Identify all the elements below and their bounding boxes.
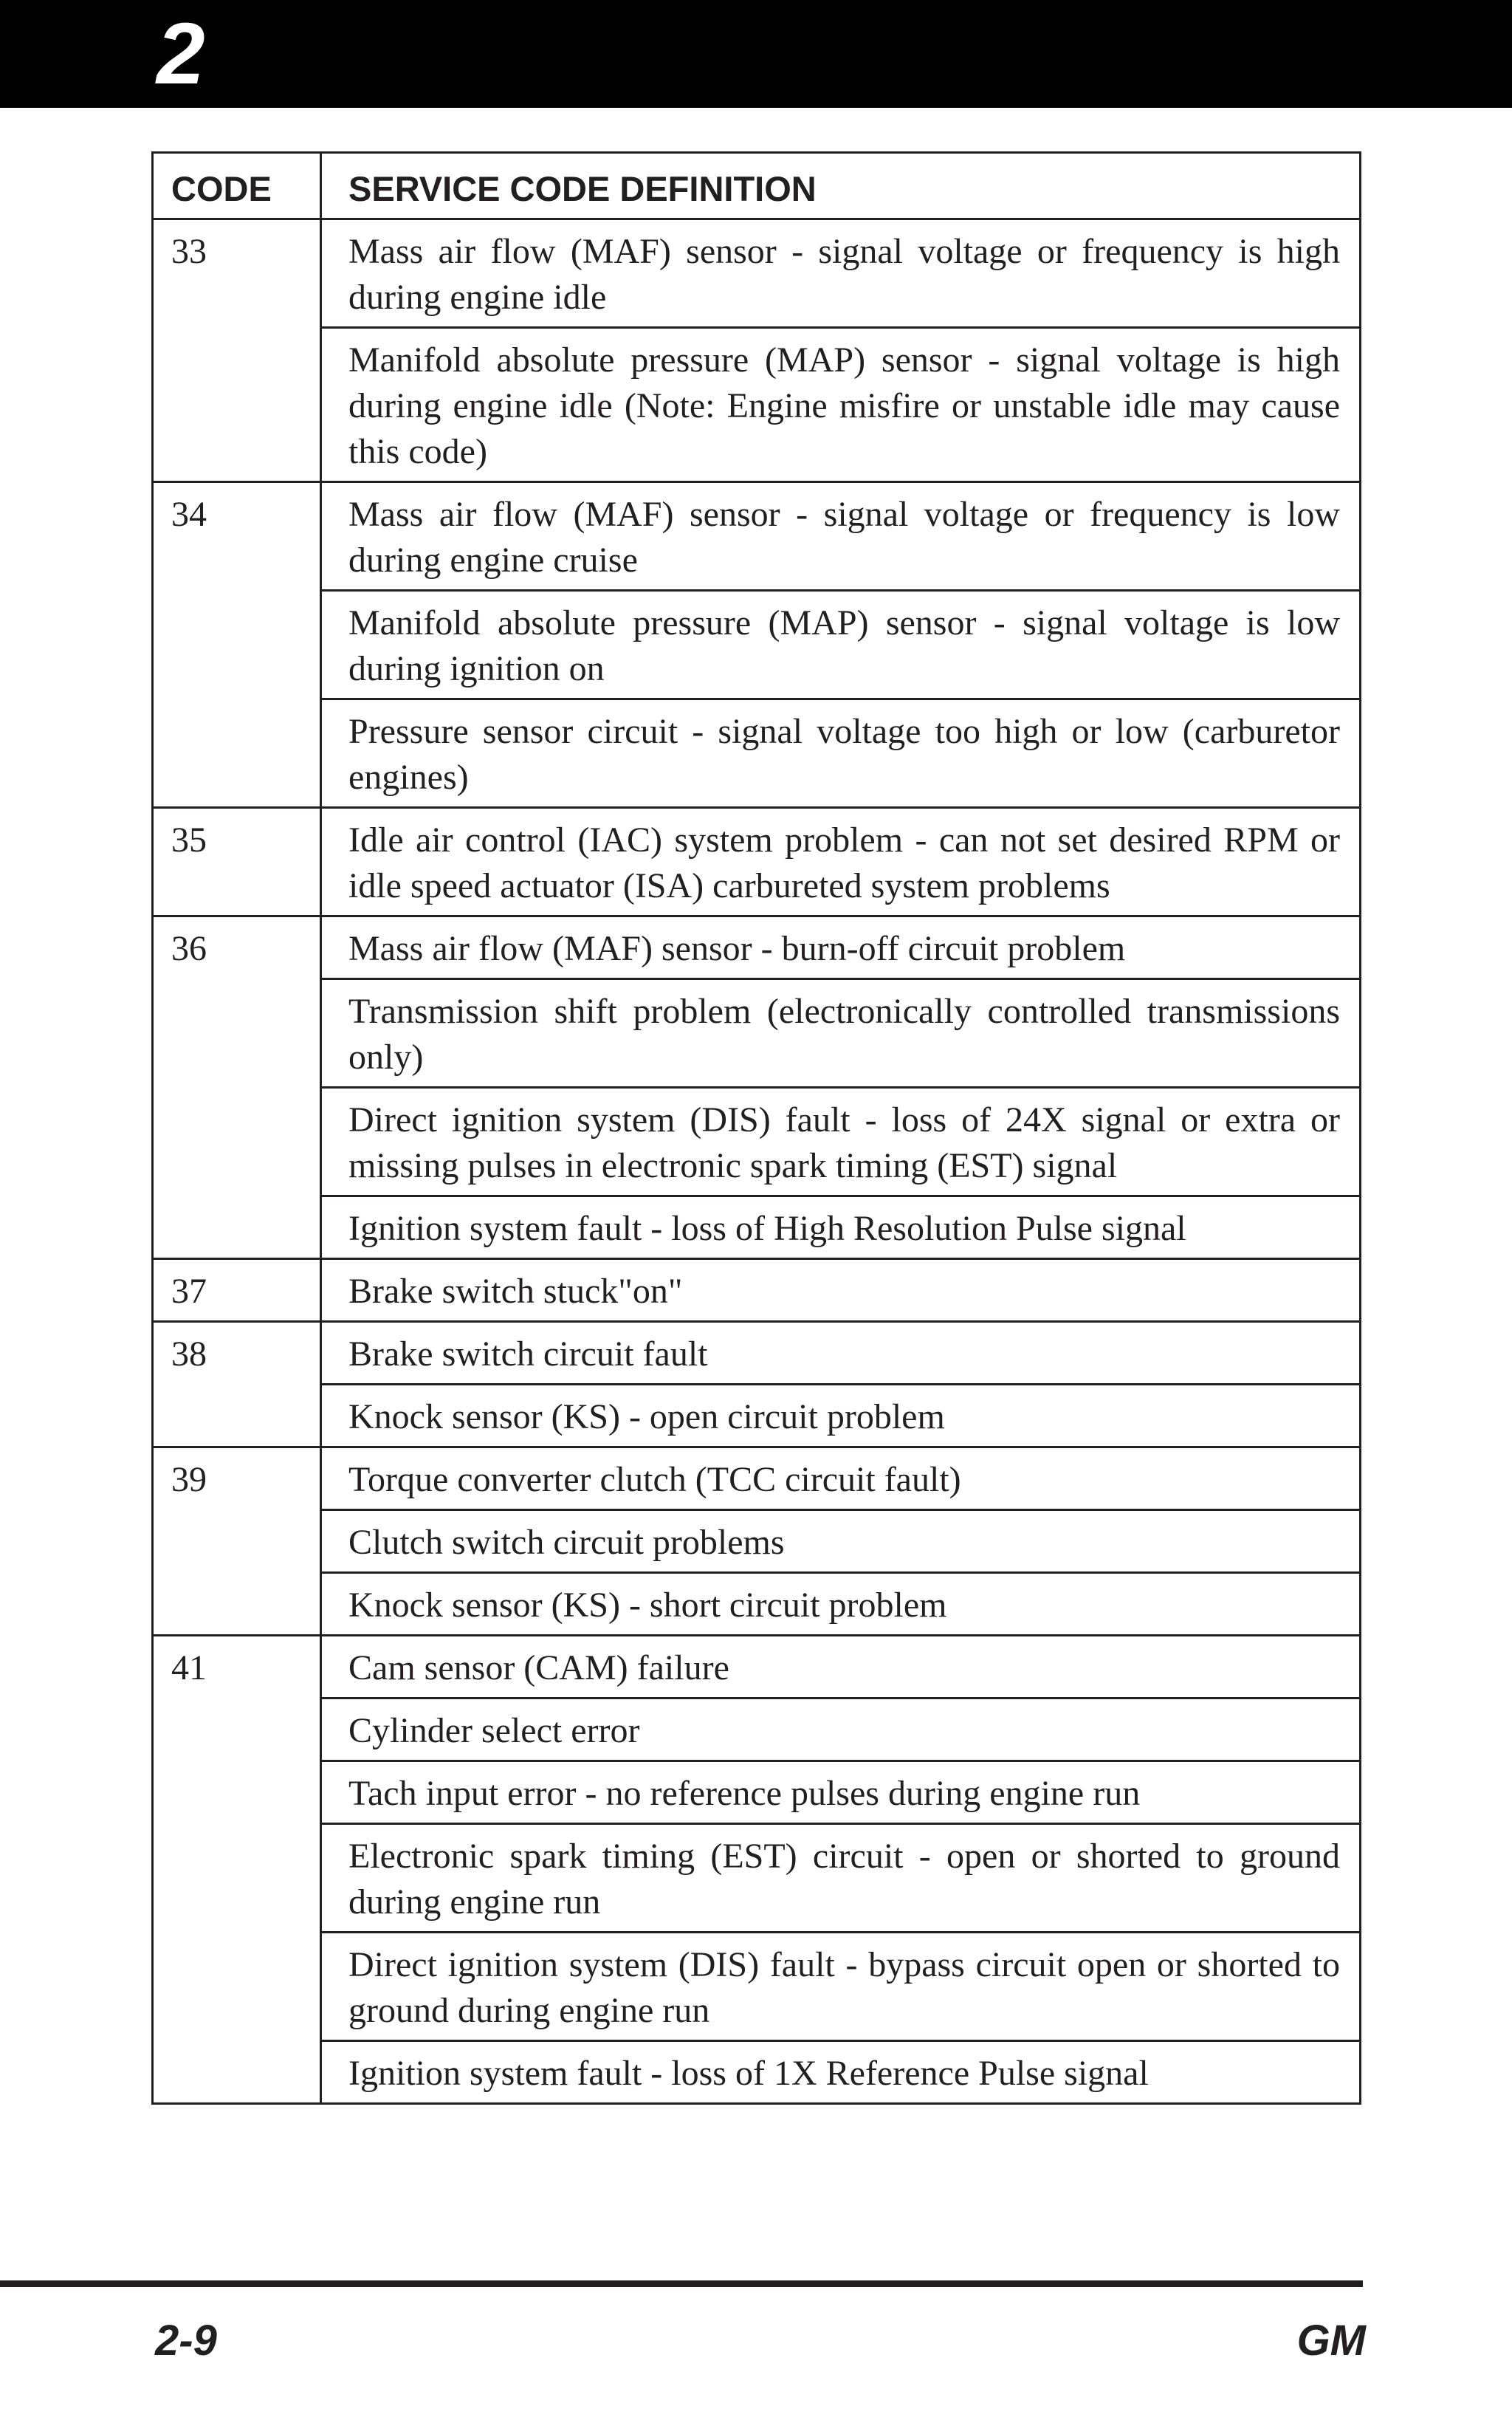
table-row (153, 1088, 1361, 1196)
definition-cell: Manifold absolute pressure (MAP) sensor - signal voltage is high during engine idle (Note: Engine misfire or unstable idle may cause this code) (321, 328, 1361, 482)
definition-cell: Mass air flow (MAF) sensor - burn-off circuit problem (321, 916, 1361, 979)
table-row (153, 1824, 1361, 1933)
definition-column-header: SERVICE CODE DEFINITION (321, 153, 1361, 219)
table-row (153, 482, 1361, 591)
chapter-number: 2 (157, 5, 205, 103)
code-cell: 34 (153, 482, 321, 808)
code-cell: 37 (153, 1259, 321, 1322)
table-row (153, 1573, 1361, 1636)
definition-cell: Knock sensor (KS) - short circuit problem (321, 1573, 1361, 1636)
code-cell: 33 (153, 219, 321, 482)
code-cell: 38 (153, 1322, 321, 1447)
table-row (153, 1259, 1361, 1322)
definition-cell: Knock sensor (KS) - open circuit problem (321, 1385, 1361, 1447)
definition-cell: Electronic spark timing (EST) circuit - open or shorted to ground during engine run (321, 1824, 1361, 1933)
definition-cell: Manifold absolute pressure (MAP) sensor - signal voltage is low during ignition on (321, 591, 1361, 699)
definition-cell: Pressure sensor circuit - signal voltage too high or low (carburetor engines) (321, 699, 1361, 808)
table-row (153, 591, 1361, 699)
table-row (153, 1761, 1361, 1824)
table-row (153, 1636, 1361, 1699)
definition-cell: Cam sensor (CAM) failure (321, 1636, 1361, 1699)
table-row (153, 1196, 1361, 1259)
definition-cell: Transmission shift problem (electronically controlled transmissions only) (321, 979, 1361, 1088)
definition-cell: Direct ignition system (DIS) fault - loss of 24X signal or extra or missing pulses in electronic spark timing (EST) signal (321, 1088, 1361, 1196)
definition-cell: Mass air flow (MAF) sensor - signal voltage or frequency is high during engine idle (321, 219, 1361, 328)
code-cell: 36 (153, 916, 321, 1259)
code-cell: 39 (153, 1447, 321, 1636)
table-row (153, 1933, 1361, 2041)
service-codes-table (151, 151, 1361, 2105)
section-label: GM (1296, 2317, 1366, 2365)
table-row (153, 699, 1361, 808)
definition-cell: Brake switch circuit fault (321, 1322, 1361, 1385)
page-number: 2-9 (155, 2317, 217, 2365)
definition-cell: Clutch switch circuit problems (321, 1510, 1361, 1573)
table-row (153, 219, 1361, 328)
header-bar (0, 0, 1512, 108)
code-column-header: CODE (153, 153, 321, 219)
table-row (153, 808, 1361, 916)
definition-cell: Direct ignition system (DIS) fault - bypass circuit open or shorted to ground during engine run (321, 1933, 1361, 2041)
definition-cell: Brake switch stuck"on" (321, 1259, 1361, 1322)
table-row (153, 1510, 1361, 1573)
table-row (153, 1322, 1361, 1385)
table-row (153, 2041, 1361, 2104)
code-cell: 35 (153, 808, 321, 916)
definition-cell: Idle air control (IAC) system problem - can not set desired RPM or idle speed actuator (ISA) carbureted system problems (321, 808, 1361, 916)
table-row (153, 1385, 1361, 1447)
table-row (153, 916, 1361, 979)
definition-cell: Cylinder select error (321, 1699, 1361, 1761)
table-row (153, 1699, 1361, 1761)
table-row (153, 979, 1361, 1088)
definition-cell: Ignition system fault - loss of 1X Reference Pulse signal (321, 2041, 1361, 2104)
definition-cell: Ignition system fault - loss of High Resolution Pulse signal (321, 1196, 1361, 1259)
code-cell: 41 (153, 1636, 321, 2104)
definition-cell: Tach input error - no reference pulses during engine run (321, 1761, 1361, 1824)
definition-cell: Torque converter clutch (TCC circuit fault) (321, 1447, 1361, 1510)
table-row (153, 1447, 1361, 1510)
table-body (153, 219, 1361, 2104)
table-header-row (153, 153, 1361, 219)
footer-rule (0, 2280, 1363, 2287)
definition-cell: Mass air flow (MAF) sensor - signal voltage or frequency is low during engine cruise (321, 482, 1361, 591)
table-row (153, 328, 1361, 482)
